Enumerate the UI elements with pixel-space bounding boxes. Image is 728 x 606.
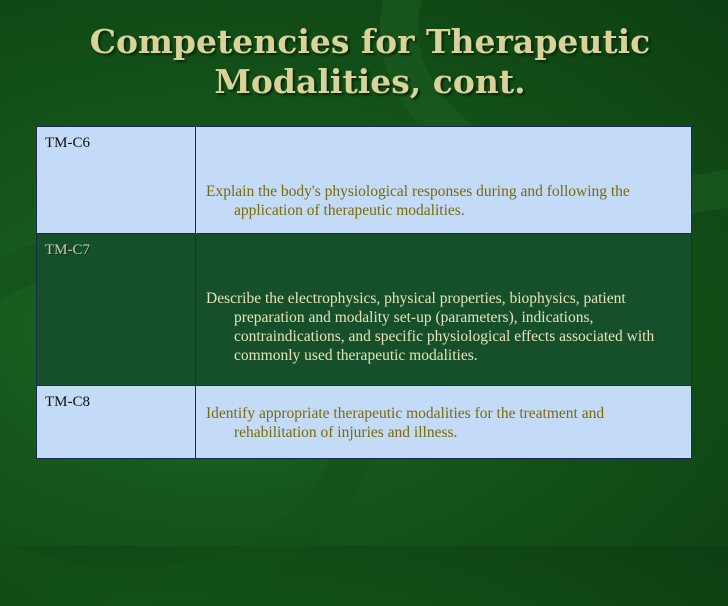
title-line-1: Competencies for Therapeutic — [89, 22, 651, 61]
competency-code: TM-C8 — [37, 386, 196, 459]
table-row — [37, 386, 692, 459]
competency-description: Describe the electrophysics, physical properties, biophysics, patient preparation and modality set-up (parameters), indications, contraindications, and specific physiological effects associated with commonly used therapeutic modalities. — [206, 290, 655, 364]
competency-description-cell — [196, 234, 692, 386]
competency-description-cell — [196, 386, 692, 459]
table-row — [37, 234, 692, 386]
competency-code: TM-C7 — [37, 234, 196, 386]
competency-description: Explain the body's physiological responses during and following the application of therapeutic modalities. — [206, 183, 630, 219]
competency-description: Identify appropriate therapeutic modalities for the treatment and rehabilitation of injuries and illness. — [206, 405, 605, 441]
competencies-table — [36, 126, 692, 459]
slide-title — [60, 22, 680, 102]
title-line-2: Modalities, cont. — [214, 62, 526, 101]
competency-code: TM-C6 — [37, 127, 196, 234]
table-row — [37, 127, 692, 234]
competency-description-cell — [196, 127, 692, 234]
